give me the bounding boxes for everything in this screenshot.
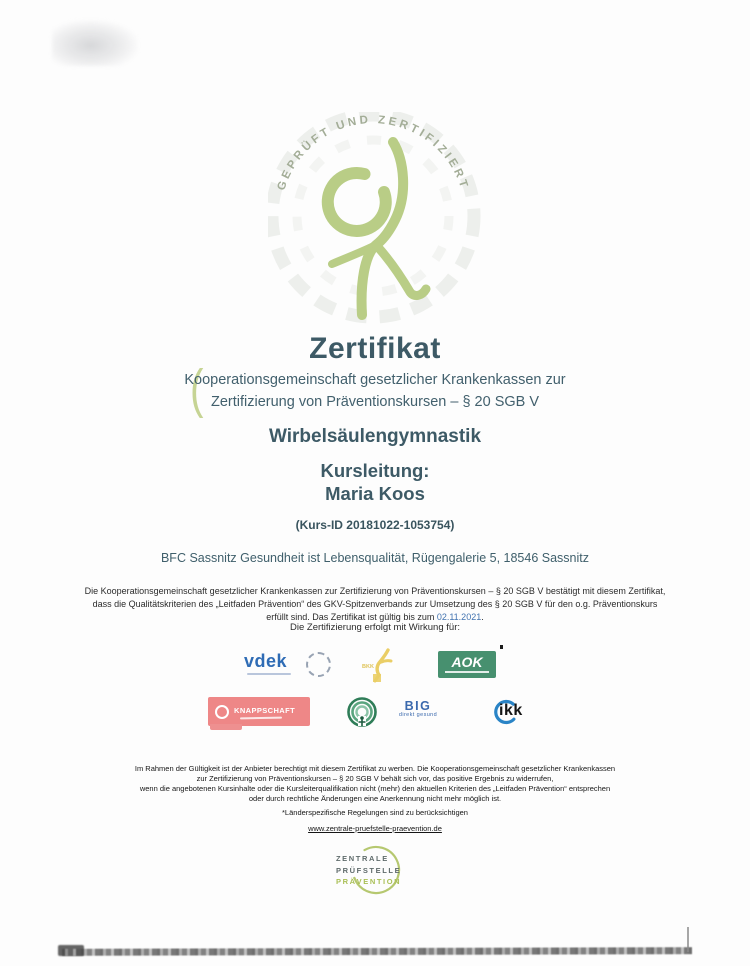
course-leader-block <box>0 459 750 505</box>
validity-line-3-suffix: . <box>481 612 484 622</box>
vdek-logo <box>244 652 330 684</box>
zpp-line-3: PRÄVENTION <box>336 877 402 886</box>
leader-label: Kursleitung: <box>320 460 430 481</box>
issuer-statement <box>0 369 750 413</box>
legal-line-4: oder durch rechtliche Änderungen eine Anerkennung nicht mehr möglich ist. <box>248 794 502 803</box>
stamp-figure-icon <box>328 142 426 315</box>
aok-logo <box>438 651 496 678</box>
bkk-logo <box>360 644 404 688</box>
validity-line-1: Die Kooperationsgemeinschaft gesetzlicher Krankenkassen zur Zertifizierung von Präventionskursen – § 20 SGB V bestätigt mit diesem Zertifikat, <box>84 586 666 596</box>
knappschaft-slogan-script <box>240 717 282 719</box>
prevention-stamp-logo <box>268 112 482 334</box>
validity-line-2: dass die Qualitätskriterien des „Leitfaden Prävention“ des GKV-Spitzenverbands zur Umsetzung des § 20 SGB V für den o.g. Präventionskurs <box>92 599 658 609</box>
legal-paragraph <box>0 764 750 804</box>
bkk-wordmark: BKK <box>362 664 374 670</box>
vdek-wordmark: vdek <box>244 651 288 671</box>
aok-trademark-dot <box>500 645 504 649</box>
svlfg-figure-icon <box>358 716 366 726</box>
knappschaft-ring-icon <box>215 705 229 719</box>
course-name: Wirbelsäulengymnastik <box>268 426 482 447</box>
decorative-paren: ( <box>190 359 204 419</box>
zpp-line-1: ZENTRALE <box>336 854 389 863</box>
stamp-arc-caption-text: GEPRÜFT UND ZERTIFIZIERT <box>275 114 471 192</box>
big-logo <box>396 700 440 718</box>
vdek-dashed-ring-icon <box>306 652 331 677</box>
certificate-title: Zertifikat <box>309 332 441 365</box>
aok-subline <box>445 671 489 673</box>
course-id: (Kurs-ID 20181022-1053754) <box>295 518 455 532</box>
vdek-subline <box>247 673 291 675</box>
ikk-logo <box>490 698 542 726</box>
svlfg-logo <box>344 696 380 730</box>
legal-footnote: *Länderspezifische Regelungen sind zu berücksichtigen <box>282 808 468 817</box>
legal-line-3: wenn die angebotenen Kursinhalte oder die Kursleiterqualifikation nicht (mehr) den aktuellen Kriterien des „Leitfaden Prävention“ entsprechen <box>139 784 611 793</box>
aok-wordmark: AOK <box>451 654 483 670</box>
issuer-line-1: Kooperationsgemeinschaft gesetzlicher Krankenkassen zur <box>184 372 566 388</box>
knappschaft-wordmark: KNAPPSCHAFT <box>234 706 296 715</box>
provider-line: BFC Sassnitz Gesundheit ist Lebensqualität, Rügengalerie 5, 18546 Sassnitz <box>160 551 590 565</box>
big-slogan: direkt gesund <box>398 712 438 718</box>
effect-line: Die Zertifizierung erfolgt mit Wirkung für: <box>290 622 460 633</box>
knappschaft-tab <box>210 724 242 730</box>
valid-until-date: 02.11.2021 <box>436 612 482 622</box>
scan-edge-vertical-line <box>687 927 689 952</box>
legal-line-2: zur Zertifizierung von Präventionskursen – § 20 SGB V behält sich vor, das positive Ergebnis zu widerrufen, <box>196 774 554 783</box>
stamp-watermark-ring-inner <box>297 140 449 292</box>
zpp-line-2: PRÜFSTELLE <box>336 865 402 875</box>
scan-edge-band <box>62 947 692 956</box>
legal-line-1: Im Rahmen der Gültigkeit ist der Anbieter berechtigt mit diesem Zertifikat zu werben. Die Kooperationsgemeinschaft gesetzlicher Krankenkassen <box>134 764 616 773</box>
validity-line-3-prefix: erfüllt sind. Das Zertifikat ist gültig bis zum <box>266 612 437 622</box>
zpp-logo <box>336 853 426 888</box>
stamp-arc-caption <box>276 114 471 192</box>
issuer-line-2: Zertifizierung von Präventionskursen – § 20 SGB V <box>210 394 540 410</box>
scan-smudge-top-left <box>52 20 138 66</box>
big-wordmark: BIG <box>404 699 432 713</box>
ikk-wordmark: ikk <box>499 702 523 719</box>
validity-paragraph <box>0 585 750 624</box>
website-link: www.zentrale-pruefstelle-praevention.de <box>308 824 442 833</box>
leader-name: Maria Koos <box>325 483 425 504</box>
bkk-square <box>373 674 381 682</box>
knappschaft-logo <box>208 697 310 726</box>
